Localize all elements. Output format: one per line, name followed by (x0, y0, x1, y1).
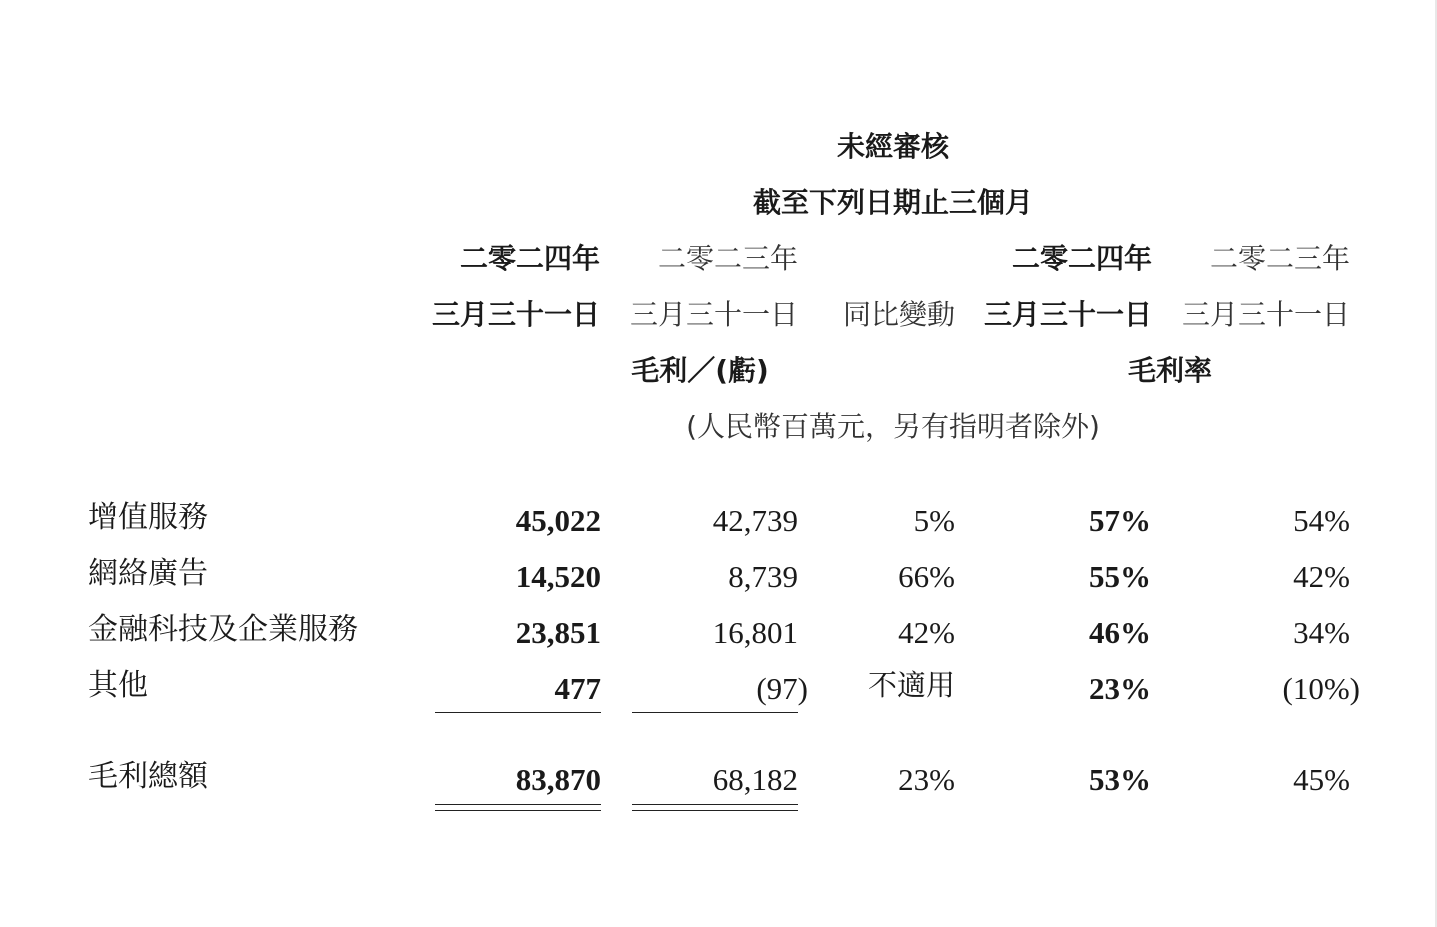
col-header-gm-2023-date: 三月三十一日 (1181, 298, 1350, 331)
cell-gp-2024: 45,022 (515, 503, 601, 538)
col-header-yoy: 同比變動 (842, 298, 955, 331)
cell-gm-2023: 54% (1293, 503, 1350, 538)
cell-yoy: 5% (913, 503, 955, 538)
cell-gp-2023: 42,739 (712, 503, 798, 538)
header-period-label: 截至下列日期止三個月 (752, 186, 1034, 219)
total-row-label: 毛利總額 (88, 759, 208, 794)
total-gp-2023: 68,182 (712, 762, 798, 797)
total-gp-2024: 83,870 (515, 762, 601, 797)
row-label: 金融科技及企業服務 (88, 612, 358, 647)
cell-gm-2024: 23% (1089, 671, 1151, 706)
col-header-gm-2023-year: 二零二三年 (1209, 242, 1350, 275)
cell-gp-2024: 14,520 (515, 559, 601, 594)
cell-gp-2024: 477 (554, 671, 601, 706)
header-audit-label: 未經審核 (836, 130, 950, 163)
cell-yoy: 66% (898, 559, 955, 594)
col-header-gm-2024-year: 二零二四年 (1011, 242, 1152, 275)
cell-yoy: 不適用 (867, 668, 955, 702)
total-gm-2024: 53% (1089, 762, 1151, 797)
cell-gm-2024: 46% (1089, 615, 1151, 650)
cell-gm-2024: 55% (1089, 559, 1151, 594)
cell-gm-2023: (10%) (1282, 671, 1360, 706)
group-header-gross-margin: 毛利率 (1127, 354, 1213, 387)
total-yoy: 23% (898, 762, 955, 797)
col-header-gp-2024-date: 三月三十一日 (431, 298, 600, 331)
cell-gp-2023: (97) (756, 671, 808, 706)
total-gm-2023: 45% (1293, 762, 1350, 797)
cell-gp-2023: 16,801 (712, 615, 798, 650)
subtotal-rule-gp-2024 (435, 712, 601, 713)
row-label: 其他 (88, 668, 148, 703)
row-label: 網絡廣告 (88, 556, 208, 591)
cell-yoy: 42% (898, 615, 955, 650)
group-header-gross-profit: 毛利／(虧) (631, 354, 769, 387)
total-double-rule-gp-2024-lower (435, 810, 601, 811)
subtotal-rule-gp-2023 (632, 712, 798, 713)
col-header-gp-2023-year: 二零二三年 (657, 242, 798, 275)
col-header-gp-2024-year: 二零二四年 (459, 242, 600, 275)
total-double-rule-gp-2023 (632, 804, 798, 805)
cell-gm-2024: 57% (1089, 503, 1151, 538)
total-double-rule-gp-2023-lower (632, 810, 798, 811)
cell-gm-2023: 34% (1293, 615, 1350, 650)
col-header-gp-2023-date: 三月三十一日 (629, 298, 798, 331)
cell-gp-2024: 23,851 (515, 615, 601, 650)
col-header-gm-2024-date: 三月三十一日 (983, 298, 1152, 331)
row-label: 增值服務 (88, 500, 208, 535)
unit-note: (人民幣百萬元，另有指明者除外) (686, 410, 1100, 443)
cell-gp-2023: 8,739 (728, 559, 798, 594)
cell-gm-2023: 42% (1293, 559, 1350, 594)
total-double-rule-gp-2024 (435, 804, 601, 805)
